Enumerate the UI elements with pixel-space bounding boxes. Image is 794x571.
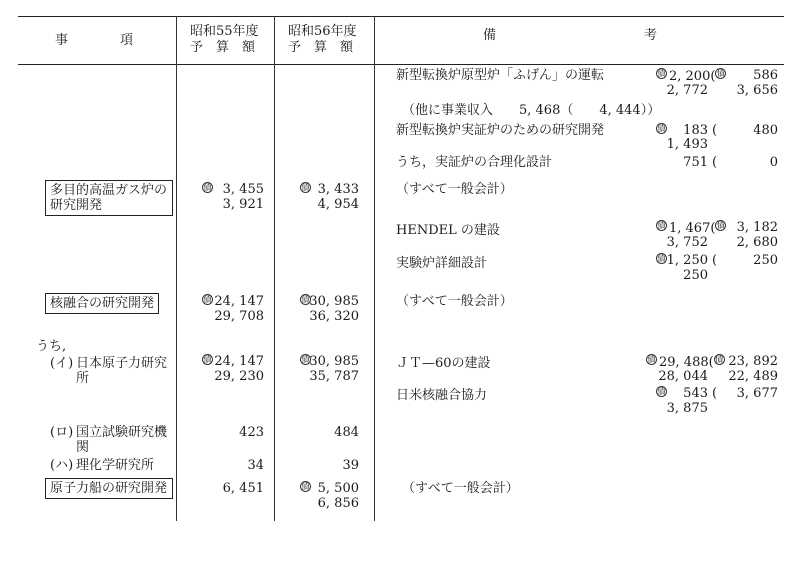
fusion-fy56-a-val: 30, 985 xyxy=(309,294,359,309)
remark-exp-a-prev: 250 xyxy=(753,253,778,268)
remark-exp-paren: ( xyxy=(712,253,718,268)
yen-circle-icon: 債 xyxy=(657,387,666,397)
remark-hendel-b-prev: 2, 680 xyxy=(736,235,778,250)
yen-circle-icon: 債 xyxy=(714,355,724,365)
item-riken: 理化学研究所 xyxy=(76,458,155,473)
header-fy55-l2: 予 算 額 xyxy=(190,40,256,55)
remark-all-general-1: （すべて一般会計） xyxy=(396,182,513,197)
remark-jt60-b-prev: 22, 489 xyxy=(728,369,778,384)
item-national-l2: 関 xyxy=(76,440,90,455)
header-remarks-a: 備 xyxy=(483,28,497,43)
column-divider-1 xyxy=(176,16,177,521)
header-fy56-l1: 昭和56年度 xyxy=(288,24,357,39)
item-jaeri-mark: (イ) xyxy=(50,356,74,371)
remark-hendel-a-prev: 3, 182 xyxy=(736,220,778,235)
gas-reactor-fy56-b: 4, 954 xyxy=(317,197,359,212)
remark-hendel-a: 債 1, 467(債 xyxy=(657,221,726,236)
yen-circle-icon: 債 xyxy=(301,183,310,193)
jaeri-fy55-b: 29, 230 xyxy=(214,369,264,384)
header-fy55-l1: 昭和55年度 xyxy=(190,24,259,39)
yen-circle-icon: 債 xyxy=(301,355,310,365)
yen-circle-icon: 債 xyxy=(657,69,666,79)
remark-hendel-b: 3, 752 xyxy=(666,235,708,250)
item-national-l1: 国立試験研究機 xyxy=(76,425,168,440)
item-jaeri-l1: 日本原子力研究 xyxy=(76,356,168,371)
remark-fugen: 新型転換炉原型炉「ふげん」の運転 xyxy=(396,68,605,83)
remark-fugen-b: 2, 772 xyxy=(666,83,708,98)
item-riken-mark: (ハ) xyxy=(50,458,74,473)
remark-jt60: ＪＴ—60の建設 xyxy=(396,356,491,371)
item-gas-reactor: 多目的高温ガス炉の研究開発 xyxy=(45,180,173,216)
fusion-fy55-a-val: 24, 147 xyxy=(214,294,264,309)
remark-jpus-paren: ( xyxy=(712,386,718,401)
fusion-fy55-b: 29, 708 xyxy=(214,309,264,324)
national-fy56: 484 xyxy=(334,425,359,440)
header-bottom-rule xyxy=(18,64,784,65)
remark-demo: 新型転換炉実証炉のための研究開発 xyxy=(396,123,605,138)
remark-exp-reactor: 実験炉詳細設計 xyxy=(396,256,488,271)
column-divider-2 xyxy=(274,16,275,521)
remark-rational-a: 751 xyxy=(683,155,708,170)
yen-circle-icon: 債 xyxy=(716,69,726,79)
remark-all-general-2: （すべて一般会計） xyxy=(396,294,513,309)
remark-other-income: （他に事業収入 5, 468（ 4, 444）） xyxy=(402,103,661,118)
header-fy56-l2: 予 算 額 xyxy=(288,40,354,55)
jaeri-fy55-a-val: 24, 147 xyxy=(214,354,264,369)
national-fy55: 423 xyxy=(239,425,264,440)
remark-demo-a-prev: 480 xyxy=(753,123,778,138)
ship-fy56-b: 6, 856 xyxy=(317,496,359,511)
item-uchi: うち, xyxy=(36,339,67,354)
remark-fugen-a-prev: 586 xyxy=(753,68,778,83)
jaeri-fy56-b: 35, 787 xyxy=(309,369,359,384)
yen-circle-icon: 債 xyxy=(657,254,666,264)
yen-circle-icon: 債 xyxy=(657,124,666,134)
gas-reactor-fy55-a-val: 3, 455 xyxy=(222,182,264,197)
remark-jt60-a-prev: 23, 892 xyxy=(728,354,778,369)
yen-circle-icon: 債 xyxy=(203,295,212,305)
item-national-mark: (ロ) xyxy=(50,425,74,440)
gas-reactor-fy55-b: 3, 921 xyxy=(222,197,264,212)
remark-all-general-3: （すべて一般会計） xyxy=(402,481,519,496)
remark-fugen-b-prev: 3, 656 xyxy=(736,83,778,98)
yen-circle-icon: 債 xyxy=(647,355,656,365)
gas-reactor-fy56-a-val: 3, 433 xyxy=(317,182,359,197)
riken-fy55: 34 xyxy=(247,458,264,473)
yen-circle-icon: 債 xyxy=(301,482,310,492)
jaeri-fy56-a-val: 30, 985 xyxy=(309,354,359,369)
item-fusion: 核融合の研究開発 xyxy=(45,293,159,314)
remark-jpus-b: 3, 875 xyxy=(666,401,708,416)
remark-jpus-a-prev: 3, 677 xyxy=(736,386,778,401)
header-item: 事 項 xyxy=(55,33,134,48)
remark-demo-paren: ( xyxy=(712,123,718,138)
ship-fy56-a-val: 5, 500 xyxy=(317,481,359,496)
table-top-rule xyxy=(18,16,784,17)
remark-exp-a-val: 1, 250 xyxy=(666,253,708,268)
yen-circle-icon: 債 xyxy=(203,183,212,193)
remark-jt60-a: 債 29, 488(債 xyxy=(647,355,724,370)
remark-rational-paren: ( xyxy=(712,155,718,170)
remark-hendel: HENDEL の建設 xyxy=(396,223,500,238)
riken-fy56: 39 xyxy=(342,458,359,473)
remark-fugen-a: 債 2, 200(債 xyxy=(657,69,726,84)
ship-fy55: 6, 451 xyxy=(222,481,264,496)
yen-circle-icon: 債 xyxy=(716,221,726,231)
fusion-fy56-b: 36, 320 xyxy=(309,309,359,324)
remark-jpus-a-val: 543 xyxy=(683,386,708,401)
yen-circle-icon: 債 xyxy=(203,355,212,365)
yen-circle-icon: 債 xyxy=(657,221,666,231)
remark-japan-us: 日米核融合協力 xyxy=(396,388,488,403)
remark-rational: うち，実証炉の合理化設計 xyxy=(396,155,553,170)
yen-circle-icon: 債 xyxy=(301,295,310,305)
item-jaeri-l2: 所 xyxy=(76,371,90,386)
remark-demo-b: 1, 493 xyxy=(666,137,708,152)
remark-demo-a-val: 183 xyxy=(683,123,708,138)
column-divider-3 xyxy=(374,16,375,521)
item-nuclear-ship: 原子力船の研究開発 xyxy=(45,478,173,499)
remark-exp-b: 250 xyxy=(683,268,708,283)
remark-rational-prev: 0 xyxy=(769,155,778,170)
header-remarks-b: 考 xyxy=(644,28,658,43)
remark-jt60-b: 28, 044 xyxy=(658,369,708,384)
